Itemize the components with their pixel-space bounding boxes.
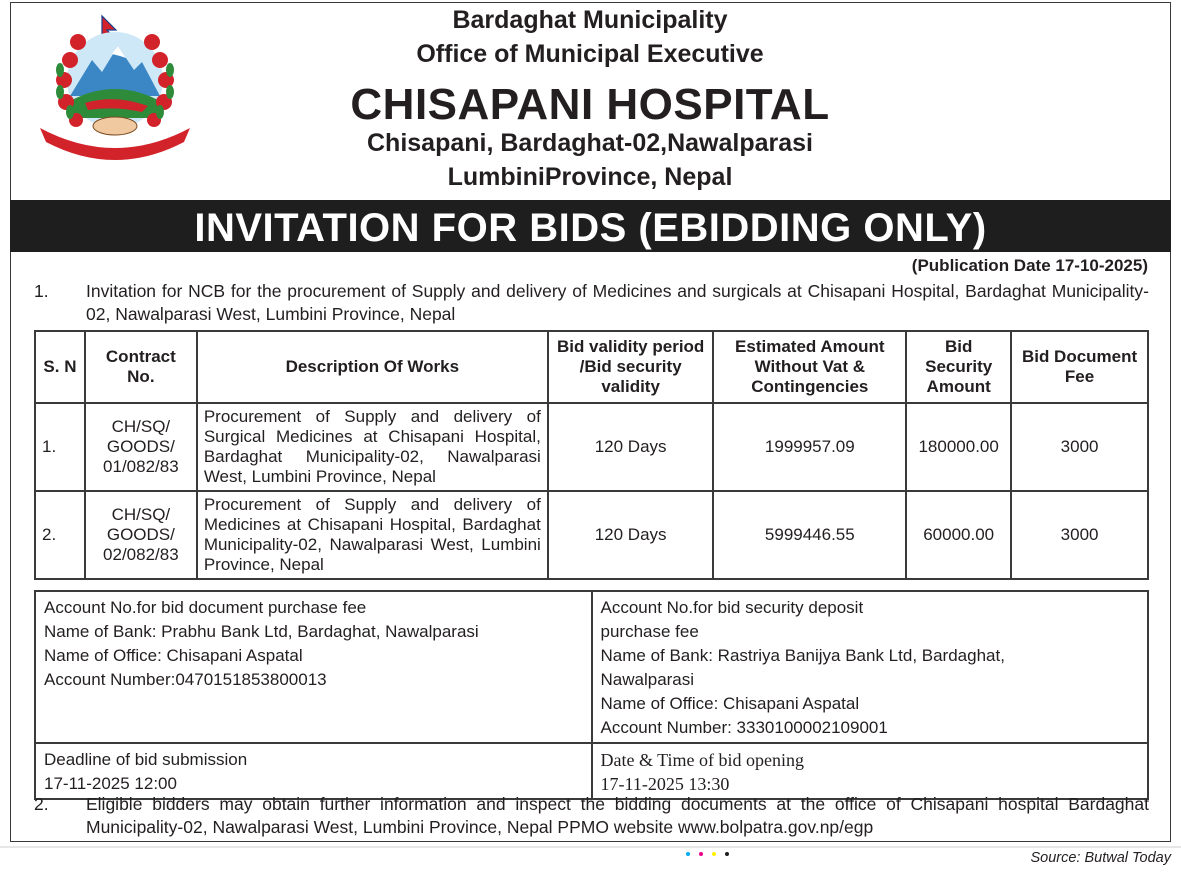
deadline-label: Deadline of bid submission	[44, 750, 248, 769]
cell-fee: 3000	[1011, 403, 1148, 491]
cell-fee: 3000	[1011, 491, 1148, 579]
office-name: Office of Municipal Executive	[416, 40, 764, 68]
cell-security: 180000.00	[906, 403, 1011, 491]
cell-contract: CH/SQ/ GOODS/ 01/082/83	[85, 403, 197, 491]
address-line-2: LumbiniProvince, Nepal	[447, 163, 733, 191]
deadline-value: 17-11-2025 12:00	[44, 774, 177, 793]
account-line: Name of Office: Chisapani Aspatal	[600, 694, 860, 713]
column-header-estimate: Estimated Amount Without Vat & Contingencies	[713, 331, 906, 403]
security-deposit-account-cell	[592, 591, 1149, 743]
bids-table	[34, 330, 1149, 580]
column-header-description: Description Of Works	[197, 331, 548, 403]
table-row	[35, 403, 1148, 491]
table-header-row	[35, 331, 1148, 403]
cell-validity: 120 Days	[548, 403, 714, 491]
hospital-name: CHISAPANI HOSPITAL	[350, 80, 830, 129]
account-line: purchase fee	[600, 622, 699, 641]
paragraph-number: 2.	[34, 794, 49, 814]
account-line: Account Number:0470151853800013	[44, 670, 327, 689]
bid-opening-cell	[592, 743, 1149, 799]
cell-security: 60000.00	[906, 491, 1011, 579]
column-header-contract: Contract No.	[85, 331, 197, 403]
paragraph-text: Invitation for NCB for the procurement of Supply and delivery of Medicines and surgicals at Chisapani Hospital, Bardaghat Municipality-02, Nawalparasi West, Lumbini Province, Nepal	[86, 281, 1149, 324]
account-info-table	[34, 590, 1149, 800]
cell-validity: 120 Days	[548, 491, 714, 579]
opening-label: Date & Time of bid opening	[600, 750, 804, 770]
source-credit: Source: Butwal Today	[1030, 850, 1171, 866]
nepal-government-emblem-icon	[30, 8, 200, 168]
print-registration-dots	[686, 843, 738, 861]
account-line: Nawalparasi	[600, 670, 695, 689]
paragraph-number: 1.	[34, 281, 49, 301]
submission-deadline-cell	[35, 743, 592, 799]
address-line-1: Chisapani, Bardaghat-02,Nawalparasi	[367, 129, 813, 157]
publication-date: (Publication Date 17-10-2025)	[911, 256, 1148, 275]
account-line: Name of Office: Chisapani Aspatal	[44, 646, 303, 665]
table-row	[35, 491, 1148, 579]
footer-rule	[0, 846, 1181, 848]
column-header-security: Bid Security Amount	[906, 331, 1011, 403]
paragraph-2	[34, 793, 1149, 839]
cell-description: Procurement of Supply and delivery of Surgical Medicines at Chisapani Hospital, Bardaghat Municipality-02, Nawalparasi West, Lumbini Province, Nepal	[197, 403, 548, 491]
cell-estimate: 1999957.09	[713, 403, 906, 491]
account-line: Name of Bank: Prabhu Bank Ltd, Bardaghat, Nawalparasi	[44, 622, 479, 641]
cell-sn: 1.	[35, 403, 85, 491]
account-line: Name of Bank: Rastriya Banijya Bank Ltd, Bardaghat,	[600, 646, 1005, 665]
municipality-name: Bardaghat Municipality	[452, 6, 728, 34]
account-line: Account No.for bid security deposit	[600, 598, 864, 617]
opening-value: 17-11-2025 13:30	[600, 774, 730, 794]
notice-title-banner: INVITATION FOR BIDS (EBIDDING ONLY)	[10, 200, 1171, 252]
column-header-validity: Bid validity period /Bid security validity	[548, 331, 714, 403]
column-header-fee: Bid Document Fee	[1011, 331, 1148, 403]
cell-description: Procurement of Supply and delivery of Medicines at Chisapani Hospital, Bardaghat Municipality-02, Nawalparasi West, Lumbini Province, Nepal	[197, 491, 548, 579]
cell-sn: 2.	[35, 491, 85, 579]
paragraph-text: Eligible bidders may obtain further information and inspect the bidding documents at the office of Chisapani hospital Bardaghat Municipality-02, Nawalparasi West, Lumbini Province, Nepal PPMO website www.bolpatra.gov.np/egp	[86, 794, 1149, 837]
cell-contract: CH/SQ/ GOODS/ 02/082/83	[85, 491, 197, 579]
account-line: Account No.for bid document purchase fee	[44, 598, 367, 617]
document-fee-account-cell	[35, 591, 592, 743]
paragraph-1	[34, 280, 1149, 326]
account-line: Account Number: 3330100002109001	[600, 718, 888, 737]
cell-estimate: 5999446.55	[713, 491, 906, 579]
column-header-sn: S. N	[35, 331, 85, 403]
